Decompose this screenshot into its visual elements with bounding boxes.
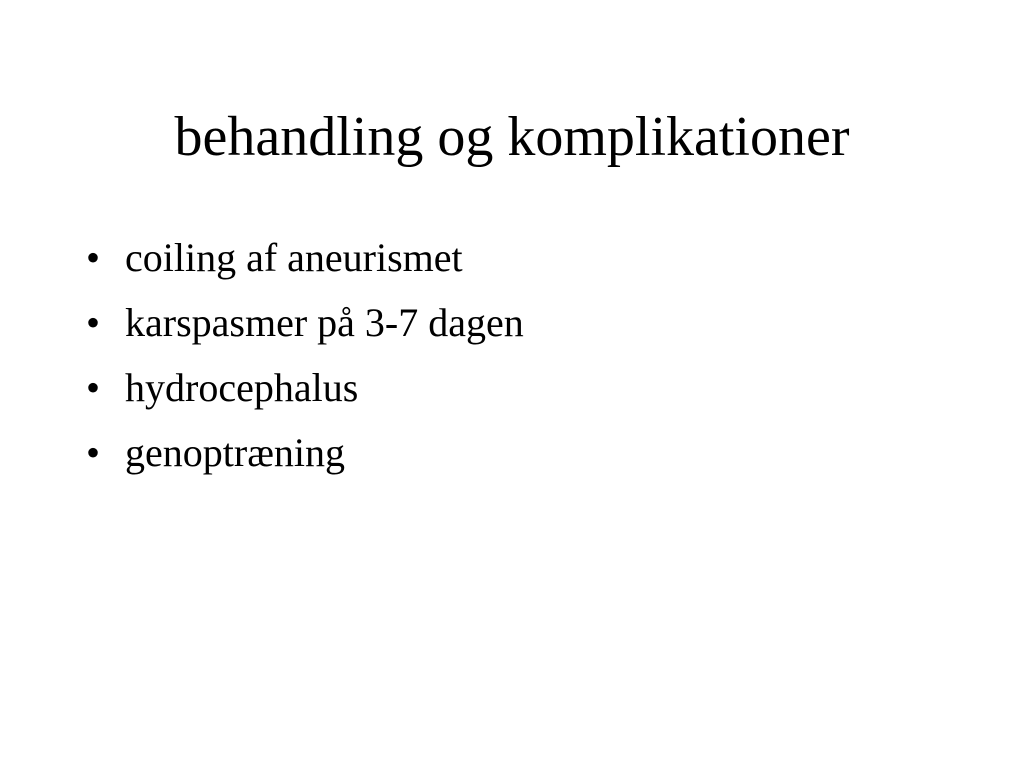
slide-title: behandling og komplikationer [174, 106, 850, 168]
list-item-text: karspasmer på 3-7 dagen [125, 300, 524, 345]
list-item-text: genoptræning [125, 430, 345, 475]
list-item-text: hydrocephalus [125, 365, 359, 410]
bullet-marker: • [86, 365, 101, 410]
bullet-marker: • [86, 300, 101, 345]
bullet-marker: • [86, 430, 101, 475]
bullet-marker: • [86, 235, 101, 280]
list-item-text: coiling af aneurismet [125, 235, 463, 280]
